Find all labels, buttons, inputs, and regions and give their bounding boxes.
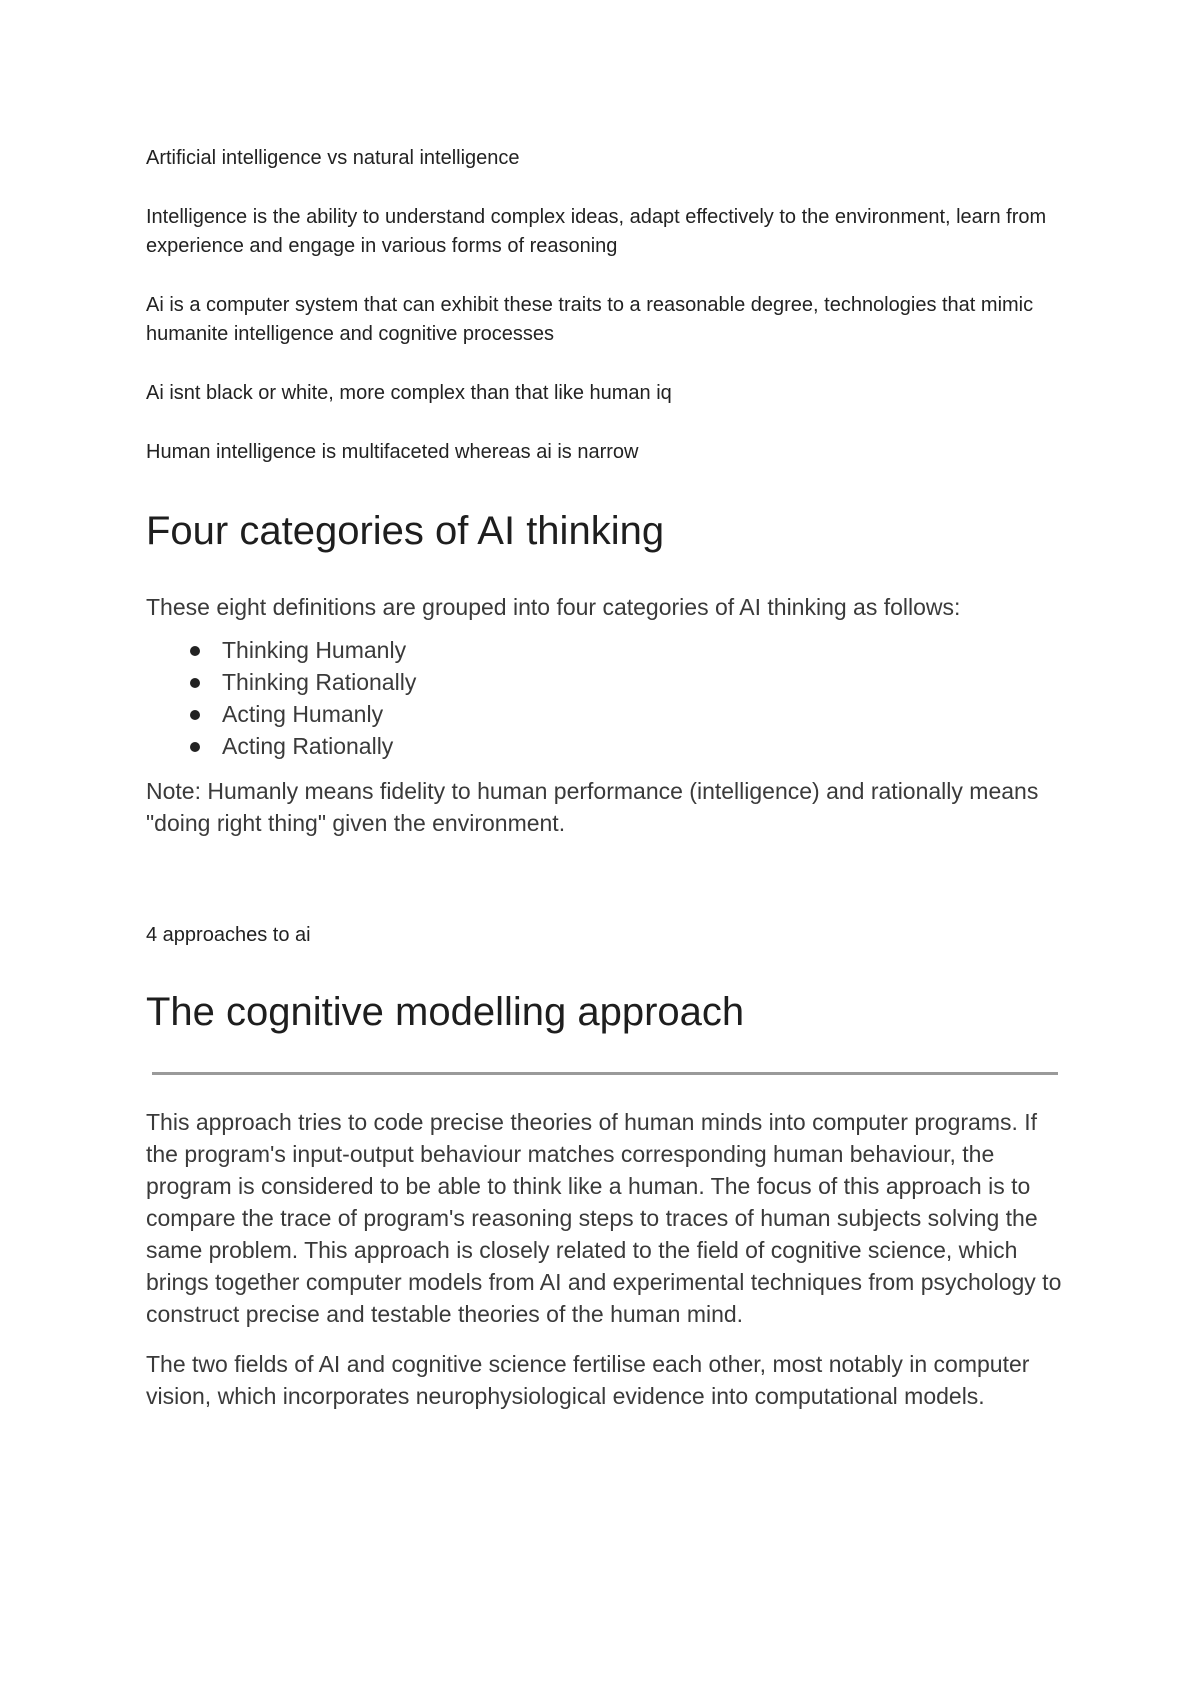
heading-four-categories: Four categories of AI thinking xyxy=(146,509,665,553)
bullet-icon xyxy=(190,646,200,656)
bullet-icon xyxy=(190,710,200,720)
categories-note: Note: Humanly means fidelity to human performance (intelligence) and rationally means "doing right thing" given the environment. xyxy=(146,778,1039,836)
categories-intro: These eight definitions are grouped into four categories of AI thinking as follows: xyxy=(146,594,961,620)
horizontal-divider xyxy=(152,1072,1058,1075)
list-item-label: Thinking Rationally xyxy=(222,669,417,695)
ai-spectrum-note: Ai isnt black or white, more complex than that like human iq xyxy=(146,382,672,404)
human-vs-ai-note: Human intelligence is multifaceted whereas ai is narrow xyxy=(146,441,639,463)
bullet-icon xyxy=(190,678,200,688)
bullet-icon xyxy=(190,742,200,752)
approaches-label: 4 approaches to ai xyxy=(146,924,311,946)
cognitive-paragraph-1: This approach tries to code precise theories of human minds into computer programs. If the program's input-output behaviour matches corresponding human behaviour, the program is considered to be able to think like a human. The focus of this approach is to compare the trace of program's reasoning steps to traces of human subjects solving the same problem. This approach is closely related to the field of cognitive science, which brings together computer models from AI and experimental techniques from psychology to construct precise and testable theories of the human mind. xyxy=(146,1109,1062,1327)
list-item xyxy=(222,698,1066,730)
intelligence-definition: Intelligence is the ability to understand complex ideas, adapt effectively to the environment, learn from experience and engage in various forms of reasoning xyxy=(146,206,1047,257)
ai-definition: Ai is a computer system that can exhibit these traits to a reasonable degree, technologies that mimic humanite intelligence and cognitive processes xyxy=(146,294,1034,345)
list-item-label: Acting Rationally xyxy=(222,733,394,759)
document-content xyxy=(146,144,1066,1430)
list-item-label: Thinking Humanly xyxy=(222,637,407,663)
list-item xyxy=(222,666,1066,698)
list-item xyxy=(222,634,1066,666)
heading-cognitive-modelling: The cognitive modelling approach xyxy=(146,990,745,1034)
list-item xyxy=(222,730,1066,762)
list-item-label: Acting Humanly xyxy=(222,701,384,727)
title-line: Artificial intelligence vs natural intelligence xyxy=(146,147,520,169)
categories-list xyxy=(146,634,1066,762)
cognitive-paragraph-2: The two fields of AI and cognitive science fertilise each other, most notably in computer vision, which incorporates neurophysiological evidence into computational models. xyxy=(146,1351,1030,1409)
